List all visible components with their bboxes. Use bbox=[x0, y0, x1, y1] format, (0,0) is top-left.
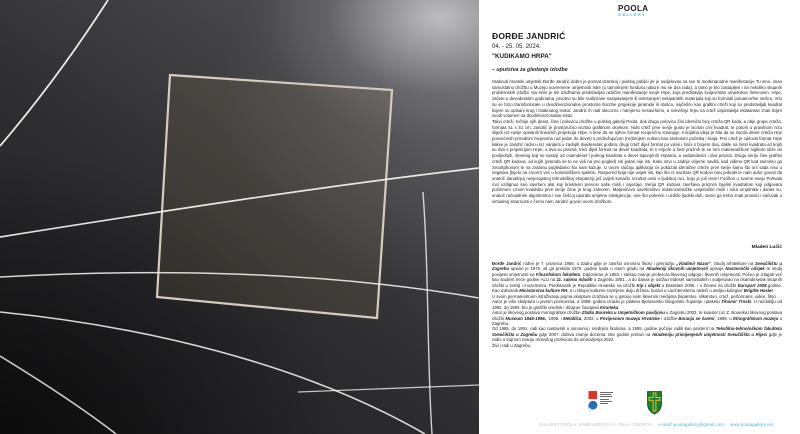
gallery-logo bbox=[618, 5, 678, 18]
artwork-line bbox=[423, 192, 432, 434]
gallery-logo-title: POOLA bbox=[618, 4, 649, 13]
text-panel bbox=[479, 0, 800, 434]
institution-logos bbox=[587, 391, 662, 417]
artist-name: ĐORĐE JANDRIĆ bbox=[492, 31, 566, 41]
exhibition-title: "KUDIKAMO HRPA" bbox=[492, 53, 552, 60]
pula-coat-of-arms-icon bbox=[647, 391, 662, 415]
gallery-logo-subtitle: GALLERY bbox=[618, 13, 647, 17]
exhibition-note: – uputstva za gledanje izložbe bbox=[492, 67, 568, 73]
essay-text: Istaknuti hrvatski umjetnik Đorđe Jandrić dobro je poznat istarskoj i pulskoj publici jer je sudjelovao na sve tri međunarodne manifestacije Tu smo, imao samostalnu izložbu u Muzeju suvremene umjetnosti Istre (u tamošnjem fundusu nalaze mu se dva rada), a tamo je bio zastupljen i na nekoliko skupnih problemskih izložbi. Na svim je tim izložbama predstavljao različite manifestacije svoje Hrpe, koja predstavlja svojevrstan umjetnikov heteronim. Hrpe, začete u devedesetim godinama, prvotno su bile realizirane nasipavanjem ili istresanjem nekiparskih materijala koji su formirali poluamorfne stošce. Vrlo su se brzo transformirale u dvodimenzionalne prostorne tlocrtne projekcije piramide ili stošca, najčešće kao grafitni crteži koji su predstavljali kvadrat kojem su upisani krug i istaknutog trokut. Jandrić ih radi skicozno i namjerno nesavršeno, a svevišnju hrpu na crtež uspostavlja eklatantan znak kojim svodi volumen na dvodimenzionalan iskaz. Takvi crteži, točnije njih deset, čine i polovicu izložbe u pulskoj galeriji Poola, dok drugu polovicu čini identični broj crteža QR koda, a obje grupe crteža, formata 51 x 51 cm, Jandrić je prostoručno iscrtao grafitnom olovkom. Nulti crtež prve serije gusto je iscrtan crni kvadrat, te potom u pravilnom nizu slijedi niz ranije opisanih linearnih projekcija Hrpe, s time da se njihov format recipročno smanjuje. Inicijalna ideja je bila da se nacrta devet crteža Hrpi posvećenih prirodnim brojevima (od jedan do devet) s pridružujućom (ne)brojem nultom kao simbolom početka i kraja. Prvi crtež je cjeloviti format Hrpe kakve je Jandrić radio u niz varijanti u zadnjih dvadesetak godina; drugi crtež dijeli format po visini i širini s brojem dva, dakle na četiri kvadrata od kojih su dva s projekcijom Hrpe, a dva su prazna; treći dijeli format na devet kvadrata, tri s Hrpom a šest praznih te se tom matematičkom logikom stiže do posljednjih, devetog koji se sastoji od osamdeset i jednog kvadrata s devet ispunjenih Hrpama, a sedamdeset i dva prazna. Drugu seriju čine grafitni crteži QR kodova, od kojih (premda se to ne vidi na prvi pogled) niti jedan nije isti. Kako smo u zadnje vrijeme navikli, kad vidimo QR kod snimimo ga Smartphonom te na zaslonu pogledamo što nam kazuje. U ovom slučaju aplikacija će pokazati identične crteže prve serije samo što oni sada nisu u negativu (bijelo na crnom) već u kolorističkom spektru. Raspored boja nije uvijek isti, kao što ni nacrtani QR kodovi nisu jednaki te nam autor govori da unatoč današnjoj nevjerojatnoj tehnološkoj ekspanziji još uvijek konačni rezultat ovisi o ljudskoj ruci, koju je još Henri Focillon u svome eseju Pohvala ruci uzdignuo kao savršeni alat koji kreativno prenosi naše misli i osjećaje. Serija QR kodova završava praznim bijelim kvadratom koji odgovara početnom crnom kvadratu prve serije čime je krug zatvoren. Maljevičevo savršenstvo redukcionističke umjetničke misli i ruka umjetnika i danas su, unatoč računalnim algoritmima i sve češćoj uporabi umjetne inteligencije, one što pokreće i uzdiže ljudski duh, samo ga treba znati pronaći i sačuvati u virtualnoj stvarnosti o čemu nam Jandrić govori ovom izložbom. bbox=[492, 79, 782, 204]
artwork-line bbox=[0, 312, 425, 434]
gallery-email-link[interactable]: e-mail: poolagallery@gmail.com bbox=[658, 422, 725, 427]
artwork-line bbox=[0, 0, 108, 146]
exhibition-header bbox=[492, 31, 782, 60]
artwork-line bbox=[0, 356, 116, 434]
ministry-of-culture-logo bbox=[587, 391, 613, 415]
exhibition-dates: 04. - 25. 05. 2024. bbox=[492, 44, 541, 50]
footer bbox=[539, 422, 800, 427]
gallery-website-link[interactable]: www.poolagallery.net bbox=[730, 422, 774, 427]
ministry-emblem-icon bbox=[587, 391, 598, 415]
essay-signature: Mladen Lučić bbox=[751, 245, 782, 250]
ministry-logo-text bbox=[600, 391, 613, 415]
artist-biography: Đorđe Jandrić rođen je 7. prosinca 1956. u Zadru gdje je završio osnovnu školu i gimnaziju „Vladimir Nazor“. Studij arhitekture na Sveučilištu u Zagrebu upisao je 1975. ali ga prekida 1978. godine kada u istom gradu na Akademiji likovnih umjetnosti upisuje Nastavnički odsjek te studij povijesti umjetnosti na Filozofskom fakultetu. Diplomirao je 1983. i stekao zvanje profesora likovnog odgoja i likovnih umjetnosti. Počeo je izlagati već kao student treće godine ALU na 11. salonu mladih u Zagrebu 1981., a do danas je održao trideset samostalnih i sudjelovao na osamdesetak skupnih izložbi u zemlji i inozemstvu. Predstavnik je Republike Hrvatske na izložbi Kip i objekt u Bratislavi 2005. i u Ženevi na izložbi Europart 2008.godine. Kao izabranik Ministarstva kulture RH, a u sklopu kulturne razmjene dviju država, boravi u Liechtensteinu radeći u ateljeu kolegice Brigitte Hasler. U svom permanentnom istraživanju pojma skulpture izražava se u gotovo svim likovnim medijima (kiparstvo, slikarstvo, crtež, performans, video, film). Autor je više skulptura u javnim prostorima, a 1998. godine izradio je plaketu Bjelovarsko bilogorske županije i plaketu Tihomir Trnski. U razdoblju od 1992. do 1994. bio je grafički urednik i dizajner časopisa Kinoteka. Autor je likovnog postava monografske izložbe Zlatka Boureka u Umjetničkom paviljonu u Zagrebu 2003. te koautor (uz Z. Boureka) likovnog postava izložbi Museum 1846-1996., 1996. i Metallica, 2002. u Povijesnom muzeju Hrvatske i izložbe Baranja se šareni, 1999. u Etnografskom muzeju u Zagrebu. Od 1985. do 1991. radi kao nastavnik u osnovnoj i srednjim školama, a 1995. godine počinje raditi kao asistent na Tekstilno-tehnološkom fakultetu Sveučilišta u Zagrebu gdje 2007. dobiva zvanje docenta. Iste godine prelazi na Akademiju primijenjenih umjetnosti Sveučilišta u Rijeci gdje je radio u trajnom zvanju redovitog profesora do umirovljenja 2022. Živi i radi u Zagrebu. bbox=[492, 261, 783, 348]
gallery-address: GALLERY POOLA, KANDLEROVA 14, PULA, CROATIA bbox=[539, 422, 653, 427]
